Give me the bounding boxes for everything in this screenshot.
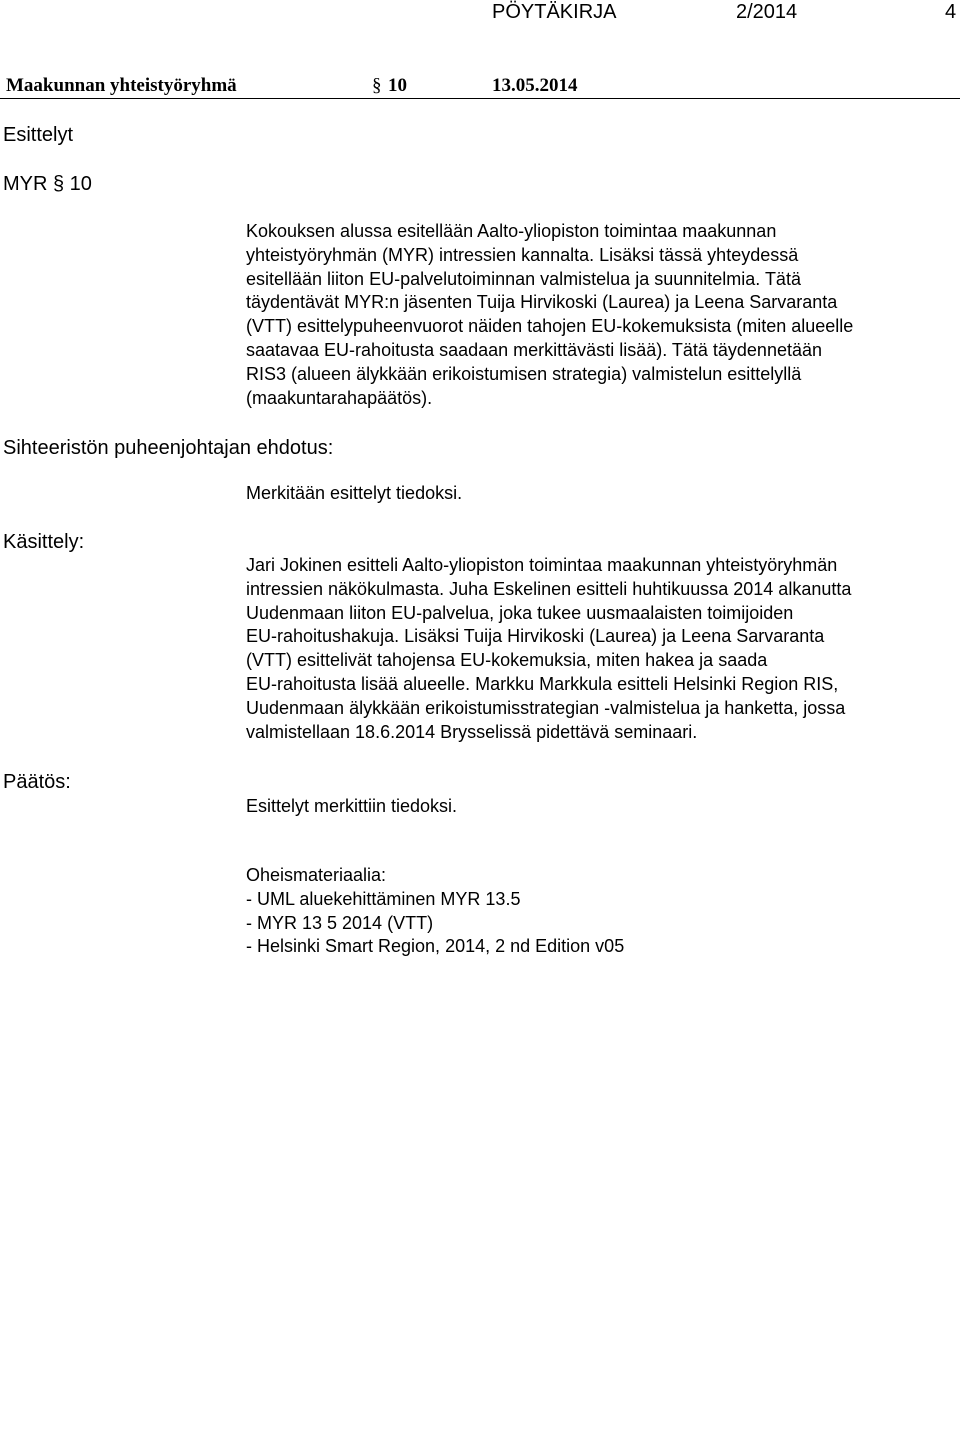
description-line: (maakuntarahapäätös). <box>246 387 433 408</box>
description-line: esitellään liiton EU-palvelutoiminnan valmistelua ja suunnitelmia. Tätä <box>246 268 801 289</box>
description-line: yhteistyöryhmän (MYR) intressien kannalta. Lisäksi tässä yhteydessä <box>246 244 799 265</box>
item-title: Esittelyt <box>3 124 74 146</box>
processing-line: Uudenmaan älykkään erikoistumisstrategian -valmistelua ja hanketta, jossa <box>246 697 846 718</box>
document-number: 2/2014 <box>736 1 798 23</box>
attachments-heading: Oheismateriaalia: <box>246 865 387 885</box>
meeting-date: 13.05.2014 <box>492 75 578 96</box>
processing-line: Uudenmaan liiton EU-palvelua, joka tukee uusmaalaisten toimijoiden <box>246 602 794 623</box>
processing-line: intressien näkökulmasta. Juha Eskelinen esitteli huhtikuussa 2014 alkanutta <box>246 578 852 599</box>
proposal-label: Sihteeristön puheenjohtajan ehdotus: <box>3 437 334 459</box>
attachment-item: - Helsinki Smart Region, 2014, 2 nd Edition v05 <box>246 936 625 957</box>
processing-line: EU-rahoitusta lisää alueelle. Markku Markkula esitteli Helsinki Region RIS, <box>246 673 839 694</box>
processing-line: EU-rahoitushakuja. Lisäksi Tuija Hirvikoski (Laurea) ja Leena Sarvaranta <box>246 626 825 647</box>
section-number: 10 <box>388 75 407 96</box>
attachments <box>246 864 624 959</box>
description-line: Kokouksen alussa esitellään Aalto-yliopiston toimintaa maakunnan <box>246 221 777 241</box>
meeting-body: Maakunnan yhteistyöryhmä <box>6 75 237 96</box>
section-symbol: § <box>372 75 382 96</box>
processing-line: (VTT) esittelivät tahojensa EU-kokemuksia, miten hakea ja saada <box>246 650 768 671</box>
processing-text <box>246 554 851 744</box>
processing-line: Jari Jokinen esitteli Aalto-yliopiston toimintaa maakunnan yhteistyöryhmän <box>246 555 838 575</box>
description-line: saatavaa EU-rahoitusta saadaan merkittävästi lisää). Tätä täydennetään <box>246 339 822 360</box>
decision-text: Esittelyt merkittiin tiedoksi. <box>246 796 458 816</box>
attachment-item: - UML aluekehittäminen MYR 13.5 <box>246 888 521 909</box>
item-description <box>246 220 853 410</box>
description-line: RIS3 (alueen älykkään erikoistumisen strategia) valmistelun esittelyllä <box>246 363 802 384</box>
processing-line: valmistellaan 18.6.2014 Brysselissä pidettävä seminaari. <box>246 721 698 742</box>
document-type: PÖYTÄKIRJA <box>492 1 617 23</box>
item-reference: MYR § 10 <box>3 173 92 195</box>
processing-label: Käsittely: <box>3 531 85 553</box>
header-divider <box>0 98 960 99</box>
description-line: täydentävät MYR:n jäsenten Tuija Hirvikoski (Laurea) ja Leena Sarvaranta <box>246 292 838 313</box>
attachment-item: - MYR 13 5 2014 (VTT) <box>246 912 434 933</box>
page-number: 4 <box>945 1 957 23</box>
decision-label: Päätös: <box>3 771 71 793</box>
description-line: (VTT) esittelypuheenvuorot näiden tahojen EU-kokemuksista (miten alueelle <box>246 316 854 337</box>
proposal-text: Merkitään esittelyt tiedoksi. <box>246 483 463 503</box>
